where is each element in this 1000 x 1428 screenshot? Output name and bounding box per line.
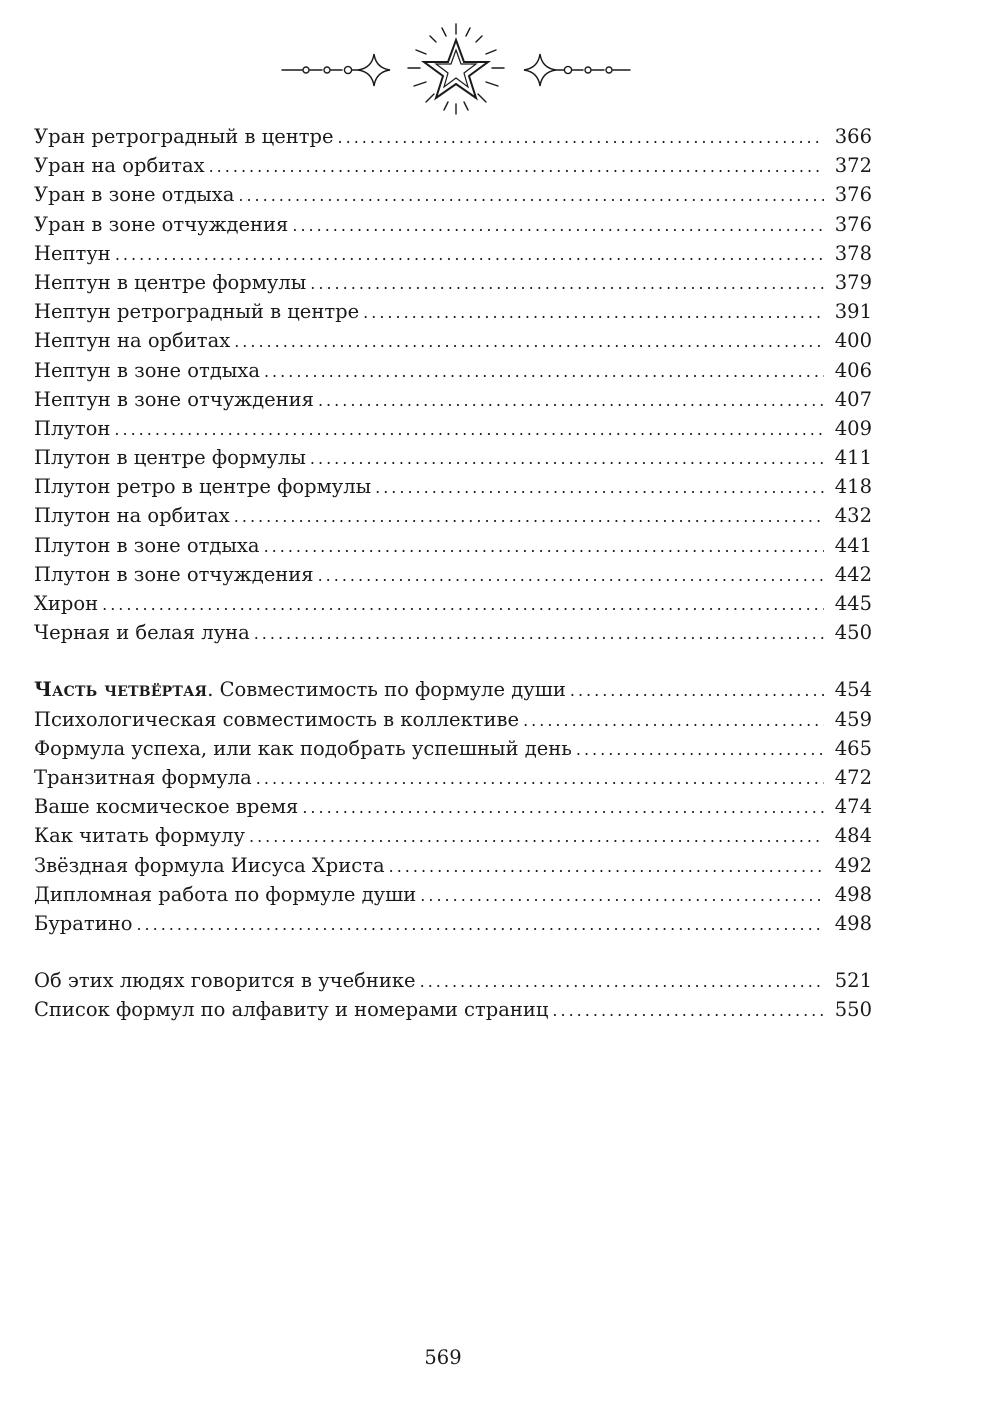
toc-entry[interactable]	[34, 763, 872, 792]
page-number: 569	[424, 1346, 462, 1369]
toc-part-label: Часть четвёртая	[34, 678, 208, 702]
toc-entry[interactable]	[34, 326, 872, 355]
toc-leader-dots	[234, 502, 824, 531]
toc-entry-text: Уран в зоне отчуждения	[34, 212, 289, 236]
toc-entry-page: 407	[834, 387, 872, 411]
toc-entry-page: 406	[834, 358, 872, 382]
toc-entry-page: 376	[834, 212, 872, 236]
toc-entry-page: 498	[834, 882, 872, 906]
toc-entry-text: Как читать формулу	[34, 824, 245, 848]
toc-entry[interactable]	[34, 472, 872, 501]
toc-entry-page: 418	[834, 475, 872, 499]
toc-entry[interactable]	[34, 414, 872, 443]
toc-entry-page: 472	[834, 765, 872, 789]
table-of-contents	[34, 122, 872, 1024]
toc-leader-dots	[389, 852, 824, 881]
toc-entry-title	[34, 675, 570, 704]
toc-entry-text: Нептун	[34, 241, 111, 265]
toc-entry[interactable]	[34, 297, 872, 326]
toc-entry-title	[34, 297, 363, 326]
toc-leader-dots	[238, 181, 824, 210]
toc-entry-text: Звёздная формула Иисуса Христа	[34, 853, 385, 877]
toc-leader-dots	[552, 996, 824, 1025]
toc-leader-dots	[254, 619, 824, 648]
toc-leader-dots	[292, 211, 824, 240]
toc-leader-dots	[570, 676, 824, 705]
toc-entry-page: 442	[834, 562, 872, 586]
toc-entry-text: Уран на орбитах	[34, 154, 205, 178]
toc-entry-text: Уран ретроградный в центре	[34, 125, 334, 148]
toc-entry-text: . Совместимость по формуле души	[207, 678, 566, 702]
toc-entry-title	[34, 501, 234, 530]
toc-entry-title	[34, 414, 114, 443]
toc-entry-page: 432	[834, 504, 872, 528]
section-gap	[34, 938, 872, 966]
toc-entry-text: Плутон на орбитах	[34, 504, 230, 528]
toc-entry-title	[34, 880, 420, 909]
toc-entry-title	[34, 180, 238, 209]
toc-entry-page: 376	[834, 183, 872, 207]
toc-leader-dots	[114, 415, 824, 444]
toc-leader-dots	[264, 357, 824, 386]
toc-entry-page: 409	[834, 416, 872, 440]
toc-entry[interactable]	[34, 180, 872, 209]
toc-entry-title	[34, 531, 264, 560]
toc-entry-page: 484	[834, 824, 872, 848]
toc-entry-title	[34, 589, 102, 618]
star-divider-icon	[270, 18, 640, 118]
toc-entry[interactable]	[34, 268, 872, 297]
toc-entry-text: Нептун ретроградный в центре	[34, 300, 360, 324]
toc-entry-title	[34, 151, 209, 180]
toc-entry-page: 498	[834, 911, 872, 935]
toc-entry-text: Психологическая совместимость в коллективе	[34, 707, 520, 731]
toc-entry-page: 372	[834, 154, 872, 178]
toc-entry[interactable]	[34, 589, 872, 618]
toc-entry[interactable]	[34, 734, 872, 763]
toc-entry[interactable]	[34, 966, 872, 995]
toc-leader-dots	[256, 764, 824, 793]
toc-leader-dots	[420, 967, 824, 996]
toc-entry-text: Плутон в зоне отчуждения	[34, 562, 314, 586]
toc-entry-title	[34, 763, 256, 792]
toc-entry[interactable]	[34, 151, 872, 180]
toc-entry-title	[34, 210, 292, 239]
toc-entry-page: 492	[834, 853, 872, 877]
toc-entry-title	[34, 239, 115, 268]
toc-entry-title	[34, 995, 552, 1024]
toc-entry-text: Черная и белая луна	[34, 621, 250, 645]
toc-entry-page: 465	[834, 736, 872, 760]
toc-entry-title	[34, 851, 389, 880]
toc-entry-title	[34, 385, 318, 414]
toc-entry[interactable]	[34, 851, 872, 880]
toc-entry-page: 379	[834, 270, 872, 294]
toc-entry-text: Нептун в зоне отдыха	[34, 358, 260, 382]
toc-entry-text: Транзитная формула	[34, 765, 252, 789]
toc-entry-title	[34, 705, 523, 734]
toc-entry-page: 454	[834, 678, 872, 702]
toc-entry-title	[34, 560, 318, 589]
toc-leader-dots	[310, 269, 824, 298]
toc-entry[interactable]	[34, 792, 872, 821]
toc-leader-dots	[310, 444, 824, 473]
toc-entry-title	[34, 268, 310, 297]
toc-leader-dots	[420, 881, 824, 910]
toc-entry-text: Плутон ретро в центре формулы	[34, 475, 372, 499]
toc-entry[interactable]	[34, 531, 872, 560]
toc-entry[interactable]	[34, 356, 872, 385]
toc-entry-title	[34, 122, 338, 151]
toc-entry[interactable]	[34, 821, 872, 850]
toc-entry-text: Уран в зоне отдыха	[34, 183, 235, 207]
toc-entry[interactable]	[34, 618, 872, 647]
toc-entry[interactable]	[34, 675, 872, 704]
toc-entry-text: Об этих людях говорится в учебнике	[34, 969, 416, 993]
toc-entry-text: Буратино	[34, 911, 133, 935]
toc-entry-text: Формула успеха, или как подобрать успешный день	[34, 736, 572, 760]
toc-entry[interactable]	[34, 122, 872, 151]
toc-entry-page: 459	[834, 707, 872, 731]
toc-entry-text: Список формул по алфавиту и номерами страниц	[34, 998, 549, 1022]
toc-leader-dots	[576, 735, 824, 764]
toc-entry-text: Нептун в центре формулы	[34, 270, 307, 294]
toc-leader-dots	[136, 910, 824, 939]
toc-entry[interactable]	[34, 385, 872, 414]
toc-leader-dots	[318, 386, 824, 415]
toc-entry-page: 366	[834, 125, 872, 148]
toc-leader-dots	[318, 561, 824, 590]
toc-entry[interactable]	[34, 501, 872, 530]
toc-leader-dots	[234, 327, 824, 356]
toc-entry-page: 445	[834, 592, 872, 615]
toc-entry[interactable]	[34, 880, 872, 909]
toc-entry-title	[34, 356, 264, 385]
toc-leader-dots	[375, 473, 824, 502]
toc-entry-title	[34, 734, 576, 763]
toc-entry-text: Плутон в зоне отдыха	[34, 533, 260, 557]
toc-entry-text: Хирон	[34, 592, 99, 615]
toc-leader-dots	[363, 298, 824, 327]
toc-entry-text: Дипломная работа по формуле души	[34, 882, 417, 906]
toc-entry-text: Ваше космическое время	[34, 795, 299, 819]
toc-entry-title	[34, 472, 375, 501]
toc-entry-title	[34, 618, 254, 647]
toc-entry[interactable]	[34, 239, 872, 268]
toc-entry-text: Нептун на орбитах	[34, 329, 231, 353]
toc-entry-title	[34, 326, 234, 355]
toc-entry-text: Нептун в зоне отчуждения	[34, 387, 314, 411]
toc-entry[interactable]	[34, 995, 872, 1024]
toc-entry[interactable]	[34, 705, 872, 734]
toc-entry-title	[34, 821, 249, 850]
toc-leader-dots	[523, 706, 824, 735]
toc-entry-page: 441	[834, 533, 872, 557]
toc-entry-page: 450	[834, 621, 872, 645]
toc-entry-title	[34, 792, 302, 821]
toc-entry-page: 411	[834, 446, 872, 470]
toc-entry-text: Плутон	[34, 416, 111, 440]
toc-entry[interactable]	[34, 909, 872, 938]
toc-leader-dots	[115, 240, 824, 269]
toc-entry-title	[34, 966, 420, 995]
toc-leader-dots	[302, 793, 824, 822]
toc-entry[interactable]	[34, 210, 872, 239]
toc-entry[interactable]	[34, 560, 872, 589]
toc-entry-text: Плутон в центре формулы	[34, 446, 306, 470]
toc-entry-page: 521	[834, 969, 872, 993]
section-gap	[34, 647, 872, 675]
toc-entry[interactable]	[34, 443, 872, 472]
toc-entry-page: 378	[834, 241, 872, 265]
toc-leader-dots	[264, 532, 824, 561]
toc-entry-title	[34, 909, 136, 938]
toc-entry-page: 400	[834, 329, 872, 353]
toc-leader-dots	[249, 822, 824, 851]
toc-entry-page: 391	[834, 300, 872, 324]
toc-leader-dots	[209, 152, 824, 181]
toc-entry-title	[34, 443, 310, 472]
toc-entry-page: 550	[834, 998, 872, 1022]
toc-entry-page: 474	[834, 795, 872, 819]
toc-leader-dots	[338, 123, 824, 152]
toc-leader-dots	[102, 590, 824, 619]
